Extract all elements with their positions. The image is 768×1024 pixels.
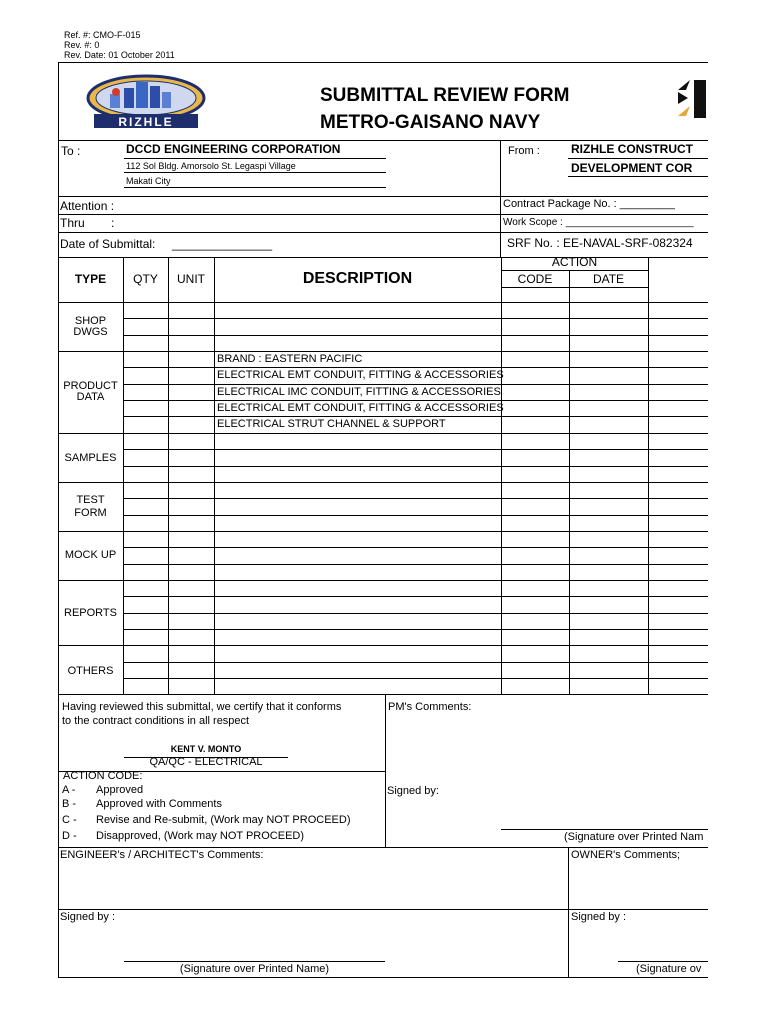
type-test-line1: TEST xyxy=(76,494,105,506)
type-samples: SAMPLES xyxy=(64,452,117,464)
col-date: DATE xyxy=(592,272,625,286)
date-of-submittal-label: Date of Submittal: xyxy=(60,237,156,251)
action-code-b: Approved with Comments xyxy=(96,798,222,810)
thru-label: Thru xyxy=(60,216,85,230)
owner-signed-label: Signed by : xyxy=(571,911,627,923)
type-product-line1: PRODUCT xyxy=(63,380,118,392)
action-code-title: ACTION CODE: xyxy=(63,770,143,782)
action-code-d: Disapproved, (Work may NOT PROCEED) xyxy=(96,830,305,842)
certify-line1: Having reviewed this submittal, we certify that it conforms xyxy=(62,701,342,713)
engineer-comments-label: ENGINEER's / ARCHITECT's Comments: xyxy=(60,849,264,861)
pm-signature-caption: (Signature over Printed Nam xyxy=(564,831,704,843)
description-item: BRAND : EASTERN PACIFIC xyxy=(217,353,363,365)
rev-date: Rev. Date: 01 October 2011 xyxy=(64,50,175,60)
type-shop-line2: DWGS xyxy=(73,326,108,338)
ref-number: Ref. #: CMO-F-015 xyxy=(64,30,141,40)
to-label: To : xyxy=(61,144,81,158)
to-address-line1: 112 Sol Bldg. Amorsolo St. Legaspi Village xyxy=(126,161,296,171)
owner-signature-caption: (Signature ov xyxy=(636,963,702,975)
form-title: SUBMITTAL REVIEW FORM xyxy=(320,85,570,106)
type-others: OTHERS xyxy=(67,665,114,677)
from-company-line1: RIZHLE CONSTRUCT xyxy=(571,142,693,156)
type-test-line2: FORM xyxy=(74,507,107,519)
from-label: From : xyxy=(508,145,540,157)
type-shop-line1: SHOP xyxy=(74,315,107,327)
pm-comments-label: PM's Comments: xyxy=(388,701,472,713)
description-item: ELECTRICAL EMT CONDUIT, FITTING & ACCESSORIES xyxy=(217,369,504,381)
col-code: CODE xyxy=(517,272,553,286)
col-description: DESCRIPTION xyxy=(302,270,413,287)
contract-package-field[interactable]: Contract Package No. : _________ xyxy=(503,198,675,210)
from-company-line2: DEVELOPMENT COR xyxy=(571,161,693,175)
work-scope-field[interactable]: Work Scope : _______________________ xyxy=(503,217,694,228)
to-address-line2: Makati City xyxy=(126,176,171,186)
project-name: METRO-GAISANO NAVY xyxy=(320,112,541,133)
reviewer-position: QA/QC - ELECTRICAL xyxy=(149,756,263,768)
col-qty: QTY xyxy=(133,272,158,286)
type-mockup: MOCK UP xyxy=(64,549,117,561)
company-logo: RIZHLE xyxy=(86,74,206,130)
to-company: DCCD ENGINEERING CORPORATION xyxy=(126,142,341,156)
reviewer-name: KENT V. MONTO xyxy=(170,744,242,754)
attention-label: Attention : xyxy=(60,199,115,213)
pm-signed-label: Signed by: xyxy=(387,785,439,797)
type-reports: REPORTS xyxy=(64,607,117,619)
type-product-line2: DATA xyxy=(76,391,105,403)
action-code-a: Approved xyxy=(96,784,144,796)
rev-number: Rev. #: 0 xyxy=(64,40,100,50)
srf-number: SRF No. : EE-NAVAL-SRF-082324 xyxy=(507,236,693,250)
description-item: ELECTRICAL EMT CONDUIT, FITTING & ACCESSORIES xyxy=(217,402,504,414)
owner-comments-label: OWNER's Comments; xyxy=(571,849,681,861)
description-item: ELECTRICAL STRUT CHANNEL & SUPPORT xyxy=(217,418,446,430)
partner-logo-icon xyxy=(672,76,708,120)
action-code-c: Revise and Re-submit, (Work may NOT PROCEED) xyxy=(96,814,351,826)
date-of-submittal-field[interactable]: _______________ xyxy=(172,237,273,251)
engineer-signed-label: Signed by : xyxy=(60,911,116,923)
col-unit: UNIT xyxy=(177,272,205,286)
col-action: ACTION xyxy=(551,255,598,269)
engineer-signature-caption: (Signature over Printed Name) xyxy=(179,963,330,975)
description-item: ELECTRICAL IMC CONDUIT, FITTING & ACCESSORIES xyxy=(217,386,501,398)
certify-line2: to the contract conditions in all respect xyxy=(62,715,250,727)
col-type: TYPE xyxy=(74,272,107,286)
